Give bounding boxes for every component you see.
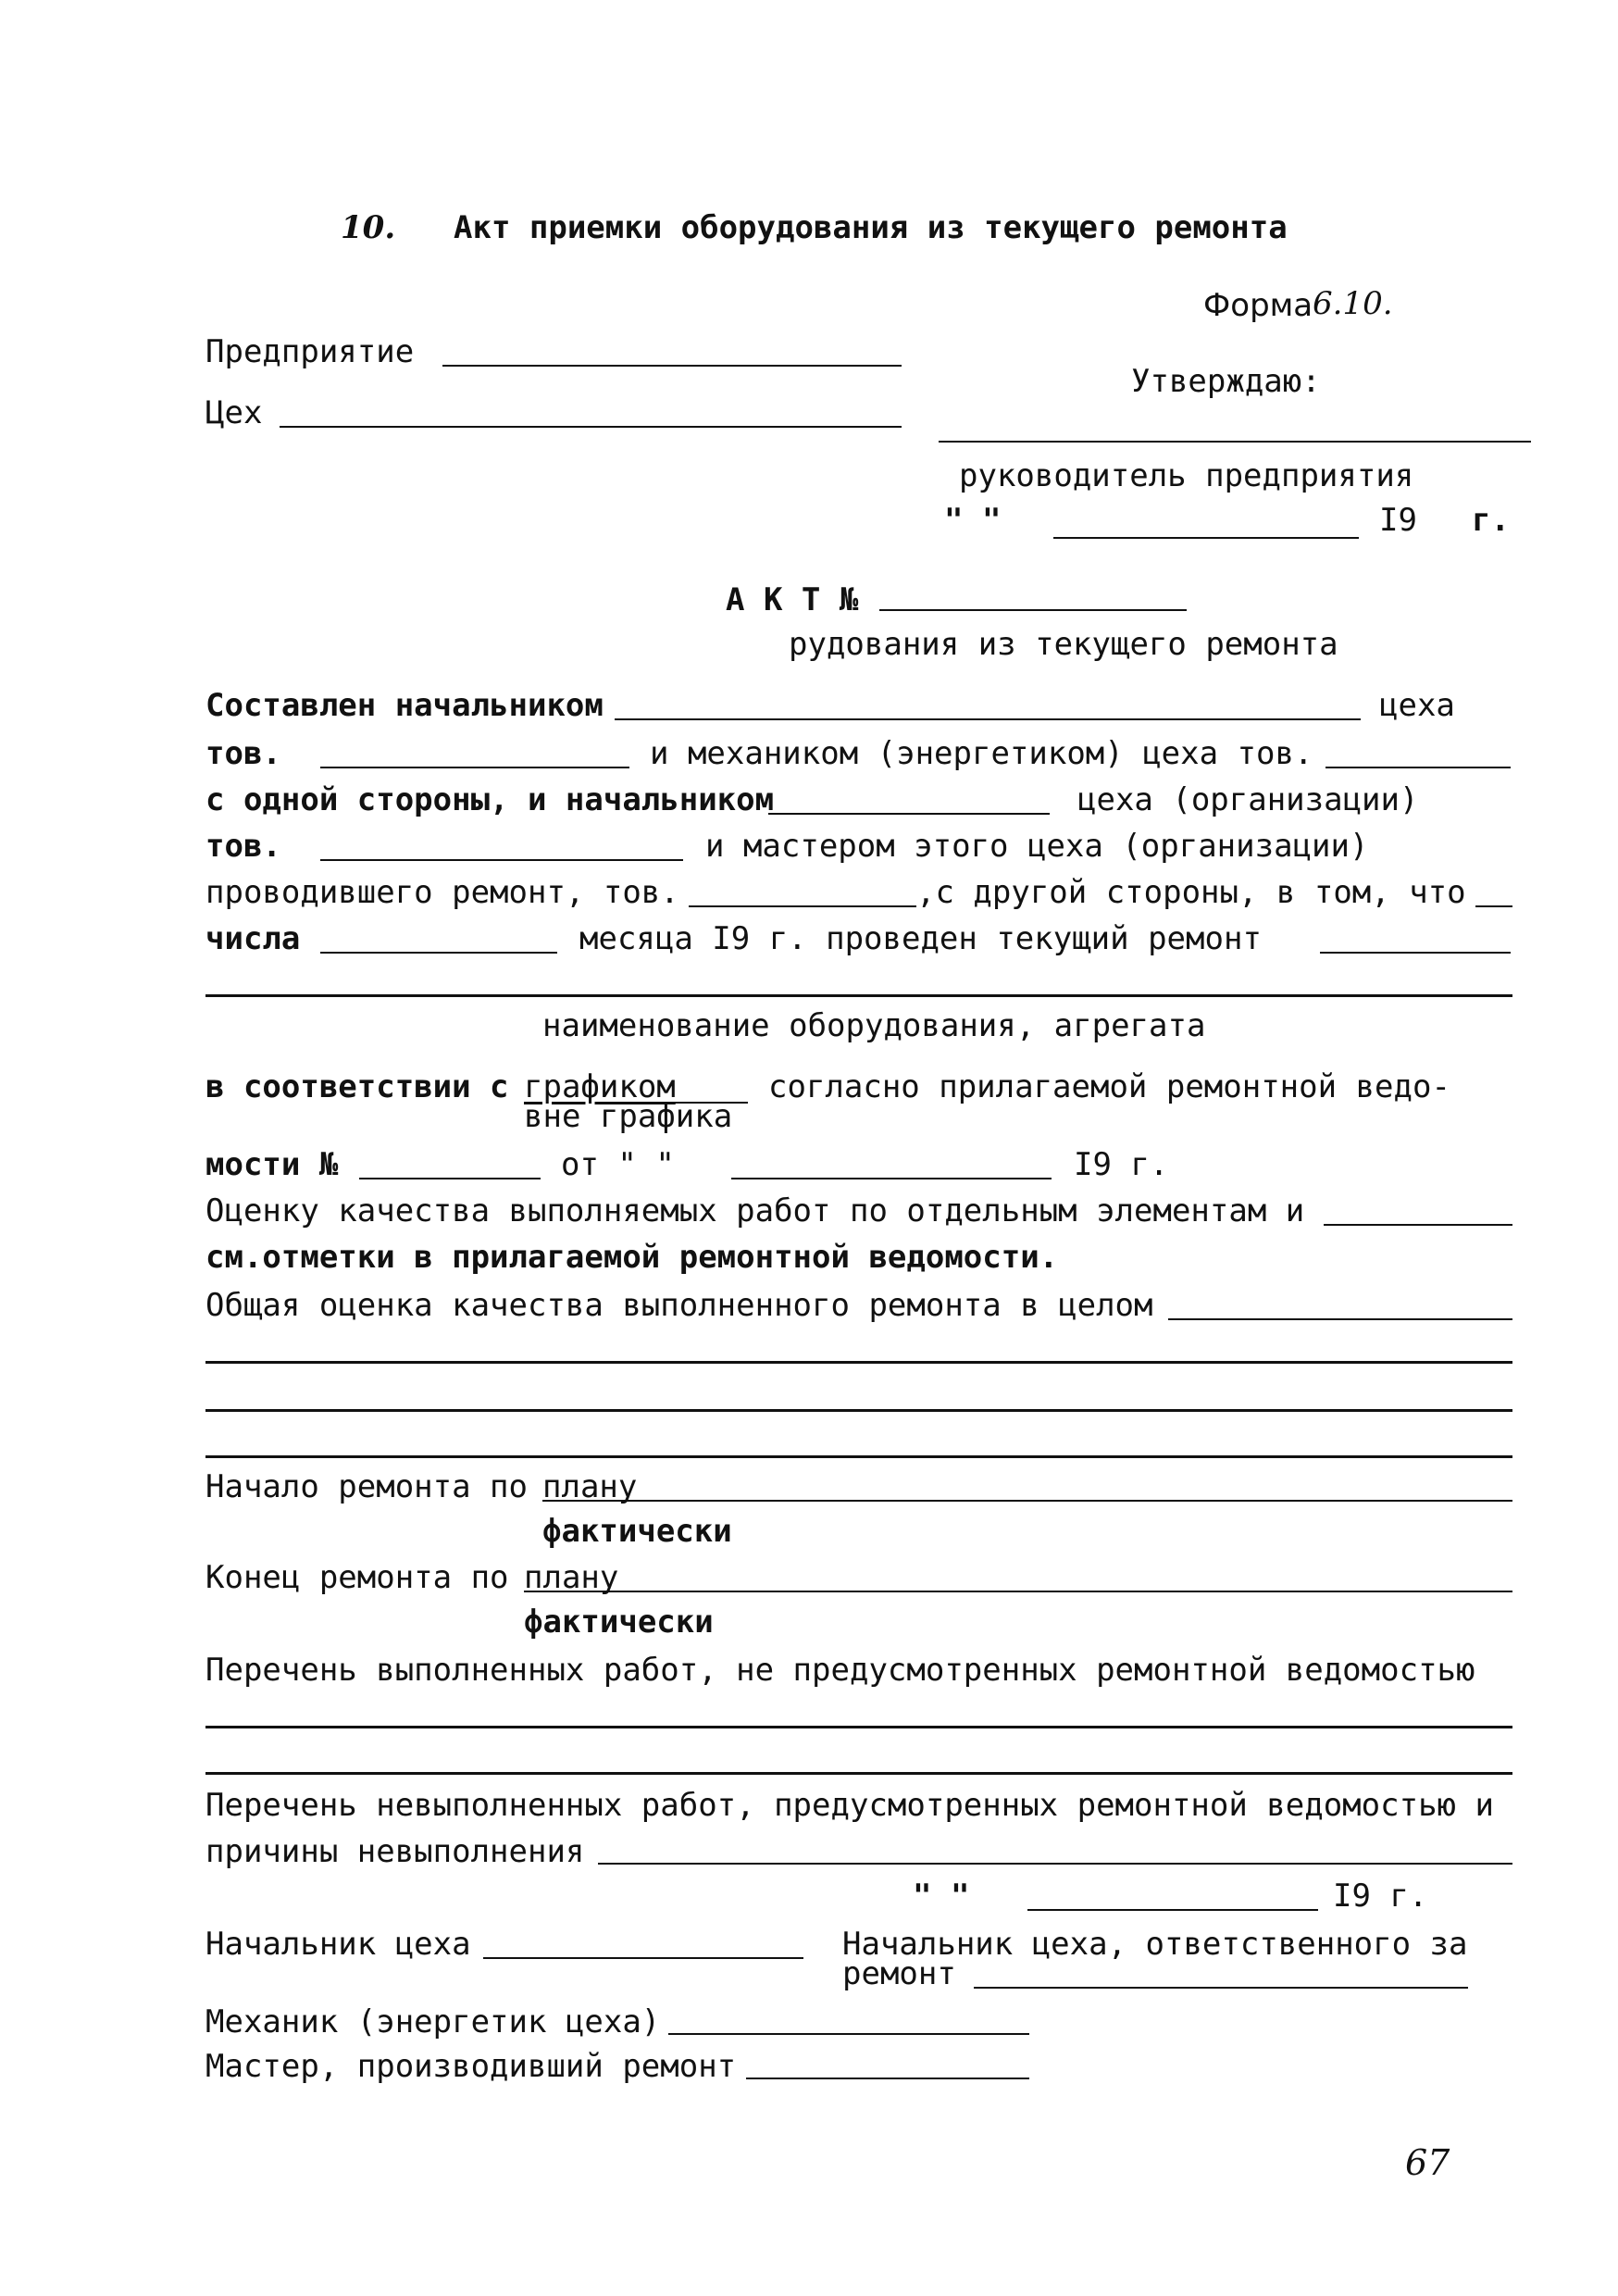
not-done-label-2: причины невыполнения xyxy=(205,1833,585,1870)
body-line-5b: ,с другой стороны, в том, что xyxy=(916,874,1466,911)
approve-date-field[interactable] xyxy=(1053,537,1359,539)
body-line-8b: от " " xyxy=(561,1146,675,1183)
act-label: А К Т № xyxy=(726,581,859,618)
repair-end-plan: плану xyxy=(524,1559,619,1596)
repair-start-plan: плану xyxy=(542,1468,638,1505)
done-works-field-2[interactable] xyxy=(205,1772,1512,1775)
approve-label: Утверждаю: xyxy=(1131,363,1321,400)
enterprise-label: Предприятие xyxy=(205,333,415,370)
form-number: 6.10. xyxy=(1313,285,1393,322)
body-line-4b: и мастером этого цеха (организации) xyxy=(705,828,1369,865)
chief-org-field[interactable] xyxy=(768,813,1050,815)
mechanic-label: Механик (энергетик цеха) xyxy=(205,2003,661,2040)
overall-quality-field-3[interactable] xyxy=(205,1409,1512,1412)
approve-g: г. xyxy=(1472,502,1510,539)
bottom-date-field[interactable] xyxy=(1027,1909,1318,1911)
not-done-reason-field[interactable] xyxy=(598,1863,1512,1865)
body-line-10: см.отметки в прилагаемой ремонтной ведомости. xyxy=(205,1239,1059,1276)
act-subtitle: рудования из текущего ремонта xyxy=(789,626,1338,663)
body-line-3b: цеха (организации) xyxy=(1077,781,1419,818)
repair-start-plan-field[interactable] xyxy=(542,1500,1512,1502)
body-line-8a: мости № xyxy=(205,1146,339,1183)
act-number-field[interactable] xyxy=(879,609,1187,611)
schedule-option: графиком xyxy=(524,1068,676,1105)
chief-resp-signature-field[interactable] xyxy=(974,1987,1468,1989)
mechanic-name-field[interactable] xyxy=(1326,767,1511,768)
blank-end-field[interactable] xyxy=(1475,905,1512,907)
document-title: Акт приемки оборудования из текущего ремонта xyxy=(454,209,1288,246)
quality-elements-field[interactable] xyxy=(1324,1224,1512,1226)
approve-year: I9 xyxy=(1379,502,1417,539)
master-signature-field[interactable] xyxy=(746,2078,1029,2079)
shop-label: Цех xyxy=(205,394,263,431)
overall-quality-field-2[interactable] xyxy=(205,1361,1512,1364)
body-line-11: Общая оценка качества выполненного ремонта в целом xyxy=(205,1287,1153,1324)
equipment-field-1[interactable] xyxy=(1320,952,1511,954)
page-number: 67 xyxy=(1405,2142,1450,2183)
repair-end-fact: фактически xyxy=(524,1603,714,1641)
repair-start-label: Начало ремонта по xyxy=(205,1468,528,1505)
comrade-field-2[interactable] xyxy=(320,859,683,861)
body-line-8c: I9 г. xyxy=(1074,1146,1169,1183)
overall-quality-field-4[interactable] xyxy=(205,1455,1512,1458)
bottom-date-quotes: " " xyxy=(913,1878,970,1915)
form-label: Форма xyxy=(1203,287,1313,324)
shop-chief-field[interactable] xyxy=(615,718,1361,720)
equipment-caption: наименование оборудования, агрегата xyxy=(542,1007,1206,1044)
done-works-label: Перечень выполненных работ, не предусмотренных ремонтной ведомостью xyxy=(205,1652,1475,1689)
repair-end-plan-field[interactable] xyxy=(524,1591,1512,1592)
done-works-field-1[interactable] xyxy=(205,1726,1512,1728)
approve-date-quotes: " " xyxy=(944,502,1002,539)
chief-resp-label-2: ремонт xyxy=(842,1955,956,1992)
bottom-date-year: I9 г. xyxy=(1333,1878,1428,1915)
body-line-6a: числа xyxy=(205,920,301,957)
body-line-6b: месяца I9 г. проведен текущий ремонт xyxy=(579,920,1262,957)
equipment-field-2[interactable] xyxy=(205,994,1512,997)
body-line-4a: тов. xyxy=(205,828,281,865)
body-line-1a: Составлен начальником xyxy=(205,687,604,724)
off-schedule-option: вне графика xyxy=(524,1098,733,1135)
director-role: руководитель предприятия xyxy=(959,457,1414,494)
statement-date-field[interactable] xyxy=(731,1178,1052,1179)
section-number: 10. xyxy=(341,209,396,246)
chief-resp-label-1: Начальник цеха, ответственного за xyxy=(842,1926,1468,1963)
statement-number-field[interactable] xyxy=(359,1178,541,1179)
chief-signature-field[interactable] xyxy=(483,1957,803,1959)
body-line-7b: согласно прилагаемой ремонтной ведо- xyxy=(768,1068,1450,1105)
body-line-5a: проводившего ремонт, тов. xyxy=(205,874,679,911)
master-name-field[interactable] xyxy=(689,905,916,907)
repair-end-label: Конец ремонта по xyxy=(205,1559,509,1596)
shop-field[interactable] xyxy=(280,426,902,428)
body-line-2b: и механиком (энергетиком) цеха тов. xyxy=(650,735,1313,772)
overall-quality-field-1[interactable] xyxy=(1168,1318,1512,1320)
not-done-label-1: Перечень невыполненных работ, предусмотренных ремонтной ведомостью и xyxy=(205,1787,1494,1824)
mechanic-signature-field[interactable] xyxy=(668,2033,1029,2035)
body-line-7a: в соответствии с xyxy=(205,1068,509,1105)
day-field[interactable] xyxy=(320,952,557,954)
repair-start-fact: фактически xyxy=(542,1513,732,1550)
master-label: Мастер, производивший ремонт xyxy=(205,2048,737,2085)
director-signature-field[interactable] xyxy=(939,441,1531,443)
chief-label: Начальник цеха xyxy=(205,1926,471,1963)
body-line-9: Оценку качества выполняемых работ по отдельным элементам и xyxy=(205,1192,1305,1229)
comrade-field-1[interactable] xyxy=(320,767,629,768)
body-line-3a: с одной стороны, и начальником xyxy=(205,781,775,818)
enterprise-field[interactable] xyxy=(442,365,902,367)
body-line-2a: тов. xyxy=(205,735,281,772)
body-line-1b: цеха xyxy=(1379,687,1455,724)
